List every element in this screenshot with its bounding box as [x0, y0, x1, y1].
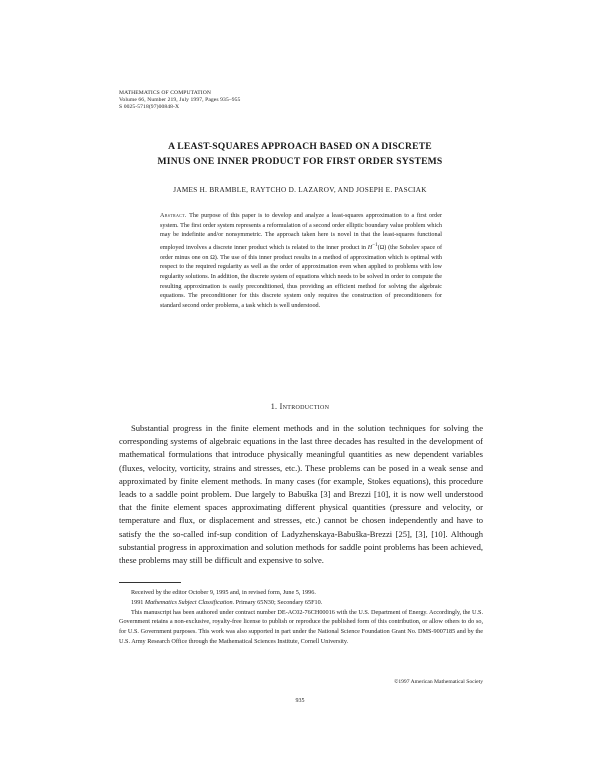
title-line-1: A LEAST-SQUARES APPROACH BASED ON A DISCRETE	[168, 141, 432, 152]
section-heading	[100, 402, 500, 411]
footnote-divider	[119, 582, 181, 583]
journal-issn-line: S 0025-5718(97)00848-X	[119, 104, 180, 110]
footnote-support: This manuscript has been authored under contract number DE-AC02-76CH00016 with the U.S. Department of Energy. Accordingly, the U.S. Government retains a non-exclusive, royalty-free license to publish or reproduce the published form of this contribution, or allow others to do so, for U.S. Government purposes. This work was also supported in part under the National Science Foundation Grant No. DMS-9007185 and by the U.S. Army Research Office through the Mathematical Sciences Institute, Cornell University.	[119, 608, 483, 645]
journal-volume-line: Volume 66, Number 219, July 1997, Pages 935–955	[119, 97, 241, 103]
abstract-math-h: H	[367, 245, 373, 252]
footnote-msc	[119, 598, 483, 608]
abstract-math-sup: −1	[372, 241, 378, 248]
footnotes	[119, 588, 483, 647]
abstract-text-after: (the Sobolev space of order minus one on Ω). The use of this inner product results in a method of approximation which is optimal with respect to the required regularity as well as the order of approximation even when applied to problems with low regularity solutions. In addition, the discrete system of equations which needs to be solved in order to compute the resulting approximation is easily preconditioned, thus providing an efficient method for solving the algebraic equations. The preconditioner for this discrete system only requires the construction of preconditioners for standard second order problems, a task which is well understood.	[160, 245, 442, 309]
abstract	[160, 212, 442, 312]
footnote-received: Received by the editor October 9, 1995 and, in revised form, June 5, 1996.	[131, 589, 316, 596]
footnote-msc-label: Mathematics Subject Classification.	[144, 598, 235, 606]
abstract-label: Abstract.	[160, 213, 187, 219]
body-paragraph: Substantial progress in the finite element methods and in the solution techniques for solving the corresponding systems of algebraic equations in the last three decades has resulted in the development of mathematical formulations that introduce physically meaningful quantities as new dependent variables (fluxes, velocity, vorticity, strains and stresses, etc.). These problems can be posed in a weak sense and approximated by finite element methods. In many cases (for example, Stokes equations), this procedure leads to a saddle point problem. Due largely to Babuška [3] and Brezzi [10], it is now well understood that the finite element spaces approximating different physical quantities (pressure and velocity, or temperature and flux, or displacement and stresses, etc.) cannot be chosen independently and have to satisfy the the so-called inf-sup condition of Ladyzhenskaya-Babuška-Brezzi [25], [3], [10]. Although substantial progress in approximation and solution methods for saddle point problems has been achieved, these problems may still be difficult and expensive to solve.	[119, 423, 483, 566]
paper-authors: JAMES H. BRAMBLE, RAYTCHO D. LAZAROV, AND JOSEPH E. PASCIAK	[173, 186, 427, 194]
section-number: 1.	[270, 402, 278, 411]
page-number: 935	[295, 698, 305, 704]
abstract-math-omega: (Ω)	[377, 245, 387, 252]
paper-title	[100, 139, 500, 169]
footnote-msc-codes: Primary 65N30; Secondary 65F10.	[235, 598, 323, 606]
title-line-2: MINUS ONE INNER PRODUCT FOR FIRST ORDER SYSTEMS	[157, 156, 443, 167]
abstract-text-before: The purpose of this paper is to develop and analyze a least-squares approximation to a first order system. The first order system represents a reformulation of a second order elliptic boundary value problem which may be indefinite and/or nonsymmetric. The approach taken here is novel in that the least-squares functional employed involves a discrete inner product which is related to the inner product in	[160, 213, 442, 252]
footnote-msc-year: 1991	[131, 598, 144, 606]
section-title: Introduction	[279, 402, 330, 411]
journal-header	[119, 90, 240, 111]
journal-name: MATHEMATICS OF COMPUTATION	[119, 90, 211, 96]
copyright-notice: ©1997 American Mathematical Society	[394, 679, 483, 685]
